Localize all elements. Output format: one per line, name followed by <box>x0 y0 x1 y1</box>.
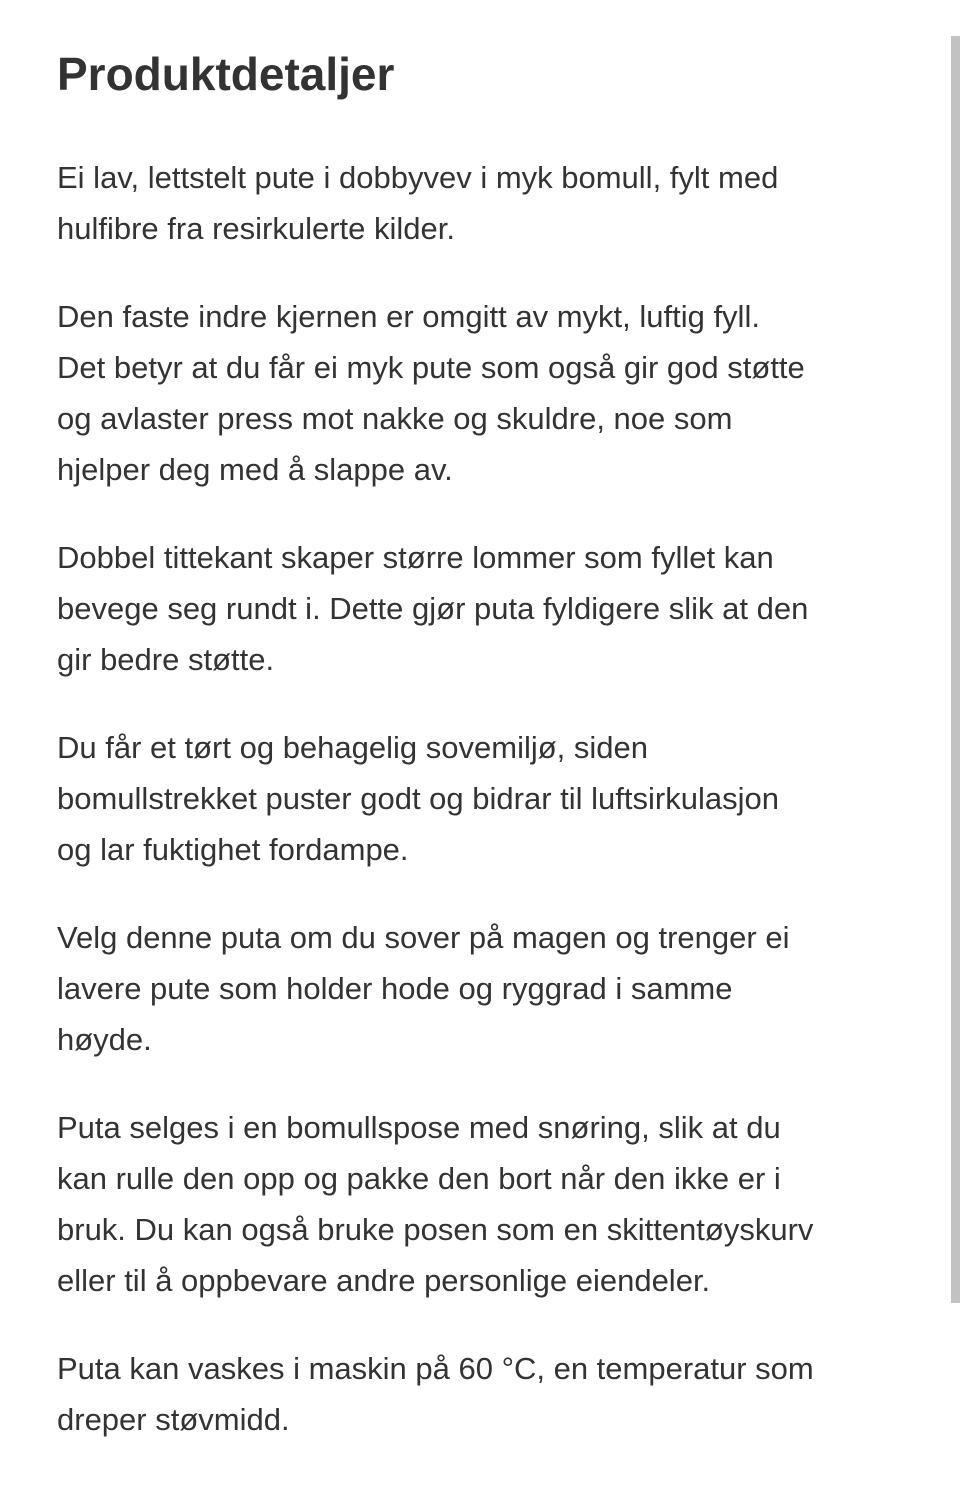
paragraph-line: Velg denne puta om du sover på magen og trenger ei <box>57 920 790 955</box>
paragraph-line: dreper støvmidd. <box>57 1402 290 1437</box>
paragraph-line: og avlaster press mot nakke og skuldre, noe som <box>57 401 733 436</box>
description-paragraph <box>57 291 937 495</box>
description-paragraph <box>57 1102 937 1306</box>
paragraph-line: bruk. Du kan også bruke posen som en skittentøyskurv <box>57 1212 814 1247</box>
paragraph-line: hjelper deg med å slappe av. <box>57 452 453 487</box>
paragraph-line: Puta kan vaskes i maskin på 60 °C, en temperatur som <box>57 1351 814 1386</box>
description-paragraph <box>57 532 937 685</box>
paragraph-line: bomullstrekket puster godt og bidrar til luftsirkulasjon <box>57 781 779 816</box>
paragraph-line: Det betyr at du får ei myk pute som også gir god støtte <box>57 350 805 385</box>
paragraph-line: kan rulle den opp og pakke den bort når den ikke er i <box>57 1161 781 1196</box>
description-paragraph <box>57 152 937 254</box>
paragraph-line: Puta selges i en bomullspose med snøring, slik at du <box>57 1110 781 1145</box>
product-description <box>57 152 937 1482</box>
paragraph-line: hulfibre fra resirkulerte kilder. <box>57 211 455 246</box>
paragraph-line: Ei lav, lettstelt pute i dobbyvev i myk bomull, fylt med <box>57 160 779 195</box>
page-title: Produktdetaljer <box>57 48 395 100</box>
paragraph-line: Du får et tørt og behagelig sovemiljø, siden <box>57 730 648 765</box>
paragraph-line: og lar fuktighet fordampe. <box>57 832 409 867</box>
paragraph-line: bevege seg rundt i. Dette gjør puta fyldigere slik at den <box>57 591 809 626</box>
paragraph-line: gir bedre støtte. <box>57 642 275 677</box>
paragraph-line: lavere pute som holder hode og ryggrad i samme <box>57 971 733 1006</box>
scrollbar[interactable] <box>951 36 960 1303</box>
paragraph-line: høyde. <box>57 1022 152 1057</box>
paragraph-line: Den faste indre kjernen er omgitt av mykt, luftig fyll. <box>57 299 760 334</box>
paragraph-line: eller til å oppbevare andre personlige eiendeler. <box>57 1263 711 1298</box>
description-paragraph <box>57 722 937 875</box>
description-paragraph <box>57 1343 937 1445</box>
paragraph-line: Dobbel tittekant skaper større lommer som fyllet kan <box>57 540 774 575</box>
description-paragraph <box>57 912 937 1065</box>
